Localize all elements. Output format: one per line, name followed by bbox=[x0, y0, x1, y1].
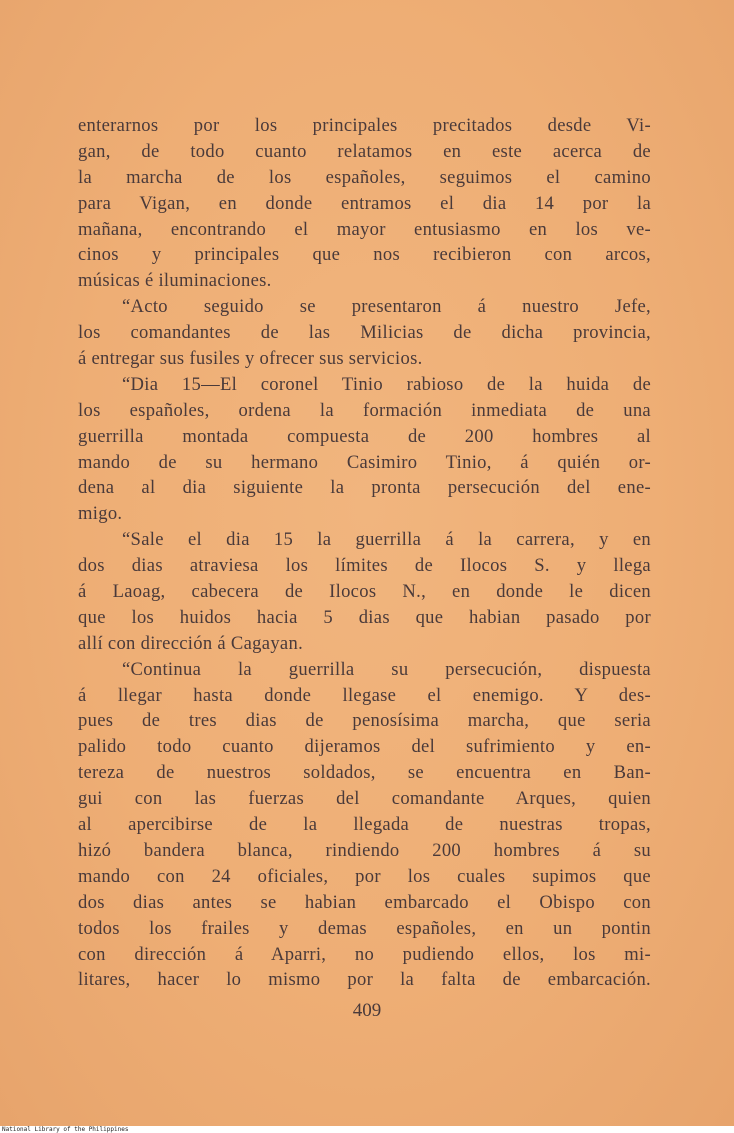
text-line: allí con dirección á Cagayan. bbox=[78, 632, 304, 654]
text-line: á llegar hasta donde llegase el enemigo. Y des- bbox=[78, 684, 651, 706]
text-line: pues de tres dias de penosísima marcha, que seria bbox=[78, 710, 651, 732]
text-line: enterarnos por los principales precitados desde Vi- bbox=[78, 115, 651, 136]
text-line: cinos y principales que nos recibieron con arcos, bbox=[78, 244, 651, 266]
text-line: “Acto seguido se presentaron á nuestro Jefe, bbox=[122, 296, 651, 318]
text-line: migo. bbox=[78, 503, 123, 525]
text-line: dena al dia siguiente la pronta persecución del ene- bbox=[78, 477, 651, 499]
text-line: gui con las fuerzas del comandante Arques, quien bbox=[78, 788, 651, 810]
library-watermark: National Library of the Philippines bbox=[2, 1126, 129, 1133]
text-line: mando con 24 oficiales, por los cuales supimos que bbox=[78, 865, 651, 887]
text-line: todos los frailes y demas españoles, en un pontin bbox=[78, 917, 651, 939]
text-line: gan, de todo cuanto relatamos en este acerca de bbox=[78, 140, 651, 162]
text-line: “Dia 15—El coronel Tinio rabioso de la huida de bbox=[122, 373, 651, 395]
text-line: “Sale el dia 15 la guerrilla á la carrera, y en bbox=[122, 529, 651, 551]
text-line: con dirección á Aparri, no pudiendo ellos, los mi- bbox=[78, 943, 651, 965]
text-line: mañana, encontrando el mayor entusiasmo en los ve- bbox=[78, 218, 651, 240]
text-line: tereza de nuestros soldados, se encuentra en Ban- bbox=[78, 762, 651, 784]
text-line: que los huidos hacia 5 dias que habian pasado por bbox=[78, 606, 651, 628]
text-line: litares, hacer lo mismo por la falta de embarcación. bbox=[78, 969, 651, 991]
text-line: palido todo cuanto dijeramos del sufrimiento y en- bbox=[78, 736, 651, 758]
body-text bbox=[78, 113, 651, 993]
text-line: al apercibirse de la llegada de nuestras tropas, bbox=[78, 814, 651, 836]
text-line: dos dias antes se habian embarcado el Obispo con bbox=[78, 891, 651, 913]
text-line: mando de su hermano Casimiro Tinio, á quién or- bbox=[78, 451, 651, 473]
text-line: los españoles, ordena la formación inmediata de una bbox=[78, 399, 651, 421]
text-line: á entregar sus fusiles y ofrecer sus servicios. bbox=[78, 348, 423, 370]
text-line: hizó bandera blanca, rindiendo 200 hombres á su bbox=[78, 839, 651, 861]
page-number: 409 bbox=[352, 1000, 382, 1021]
text-line: guerrilla montada compuesta de 200 hombres al bbox=[78, 425, 651, 447]
text-line: la marcha de los españoles, seguimos el camino bbox=[78, 166, 651, 188]
text-line: para Vigan, en donde entramos el dia 14 por la bbox=[78, 192, 651, 214]
text-line: los comandantes de las Milicias de dicha provincia, bbox=[78, 322, 651, 344]
text-line: dos dias atraviesa los límites de Ilocos S. y llega bbox=[78, 555, 651, 577]
text-line: á Laoag, cabecera de Ilocos N., en donde le dicen bbox=[78, 581, 651, 603]
text-line: “Continua la guerrilla su persecución, dispuesta bbox=[122, 658, 651, 680]
text-line: músicas é iluminaciones. bbox=[78, 270, 272, 292]
